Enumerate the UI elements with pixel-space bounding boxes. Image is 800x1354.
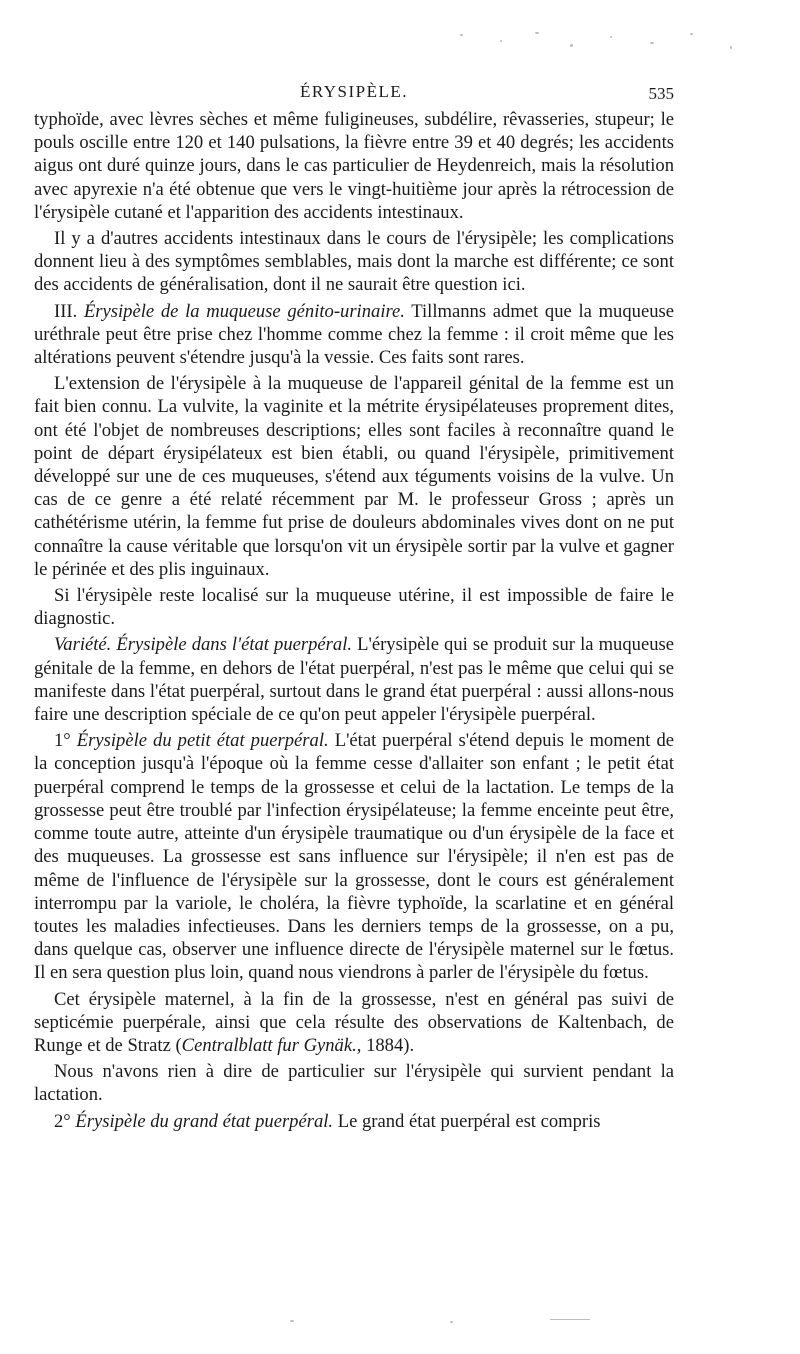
paragraph-p2 [34,227,674,297]
paragraph-p5 [34,584,674,630]
paragraph-p6 [34,633,674,726]
text-run: 2° [54,1110,76,1132]
italic-run: Érysipèle du grand état puerpéral. [75,1110,334,1132]
text-run: L'état puerpéral s'étend depuis le moment de la conception jusqu'à l'époque où la femme cesse d'allaiter son enfant ; le petit état puerpéral comprend le temps de la grossesse et celui de la lactation. Le temps de la grossesse peut être troublé par l'infection érysipélateuse; la femme enceinte peut être, comme toute autre, atteinte d'un érysipèle traumatique ou d'un érysipèle de la face et des muqueuses. La grossesse est sans influence sur l'érysipèle; il n'en est pas de même de l'influence de l'érysipèle sur la grossesse, dont le cours est généralement interrompu par la variole, le choléra, la fièvre typhoïde, la scarlatine et en général toutes les maladies infectieuses. Dans les derniers temps de la grossesse, on a pu, dans quelque cas, observer une influence directe de l'érysipèle maternel sur le fœtus. Il en sera question plus loin, quand nous viendrons à parler de l'érysipèle du fœtus. [34,730,674,984]
text-run: Il y a d'autres accidents intestinaux dans le cours de l'érysipèle; les complications donnent lieu à des symptômes semblables, mais dont la marche est différente; ce sont des accidents de généralisation, dont il ne saurait être question ici. [34,228,674,296]
text-run: Le grand état puerpéral est compris [333,1110,601,1132]
paragraph-p3 [34,300,674,370]
text-run: 1° [54,730,77,752]
text-run: L'érysipèle qui se produit sur la muqueuse génitale de la femme, en dehors de l'état puerpéral, n'est pas le même que celui qui se manifeste dans l'état puerpéral, surtout dans le grand état puerpéral : aussi allons-nous faire une description spéciale de ce qu'on peut appeler l'érysipèle puerpéral. [34,634,674,726]
page-header [34,82,674,108]
text-run: Si l'érysipèle reste localisé sur la muqueuse utérine, il est impossible de faire le diagnostic. [34,585,674,630]
text-run: Nous n'avons rien à dire de particulier sur l'érysipèle qui survient pendant la lactation. [34,1061,674,1106]
text-run: , 1884). [356,1034,415,1056]
paragraph-p1 [34,108,674,224]
paragraph-p9 [34,1060,674,1106]
text-run: Tillmanns admet que la muqueuse uréthrale peut être prise chez l'homme comme chez la femme : il croit même que les altérations peuvent s'étendre jusqu'à la vessie. Ces faits sont rares. [34,300,674,369]
text-run: L'extension de l'érysipèle à la muqueuse de l'appareil génital de la femme est un fait bien connu. La vulvite, la vaginite et la métrite érysipélateuses proprement dites, ont été l'objet de nombreuses descriptions; elles sont faciles à reconnaître quand le point de départ érysipélateux est bien établi, ou quand l'érysipèle, primitivement développé sur une de ces muqueuses, s'étend aux téguments voisins de la vulve. Un cas de ce genre a été relaté récemment par M. le professeur Gross ; après un cathétérisme utérin, la femme fut prise de douleurs abdominales vives dont on ne put connaître la cause véritable que lorsqu'on vit un érysipèle sortir par la vulve et gagner le périnée et des plis inguinaux. [34,373,674,580]
italic-run: Érysipèle de la muqueuse génito-urinaire. [83,300,405,322]
italic-run: Érysipèle du petit état puerpéral. [76,730,329,752]
page-number: 535 [648,84,674,103]
text-run: typhoïde, avec lèvres sèches et même fuligineuses, subdélire, rêvasseries, stupeur; le pouls oscille entre 120 et 140 pulsations, la fièvre entre 39 et 40 degrés; les accidents aigus ont duré quinze jours, dans le cas particulier de Heydenreich, mais la résolution avec apyrexie n'a été obtenue que vers le vingt-huitième jour après la rétrocession de l'érysipèle cutané et l'apparition des accidents intestinaux. [34,109,674,223]
running-title: ÉRYSIPÈLE. [299,82,409,101]
body-text [34,108,674,1133]
text-run: III. [54,300,84,322]
paragraph-p4 [34,372,674,581]
italic-run: Centralblatt fur Gynäk. [181,1034,357,1056]
paragraph-p7 [34,729,674,984]
scan-noise-top [440,28,770,64]
italic-run: Variété. Érysipèle dans l'état puerpéral. [54,634,353,656]
scan-noise-bottom [30,1318,650,1326]
paragraph-p10 [34,1110,674,1133]
paragraph-p8 [34,988,674,1058]
text-run: Cet érysipèle maternel, à la fin de la grossesse, n'est en général pas suivi de septicémie puerpérale, ainsi que cela résulte des observations de Kaltenbach, de Runge et de Stratz ( [34,988,674,1056]
